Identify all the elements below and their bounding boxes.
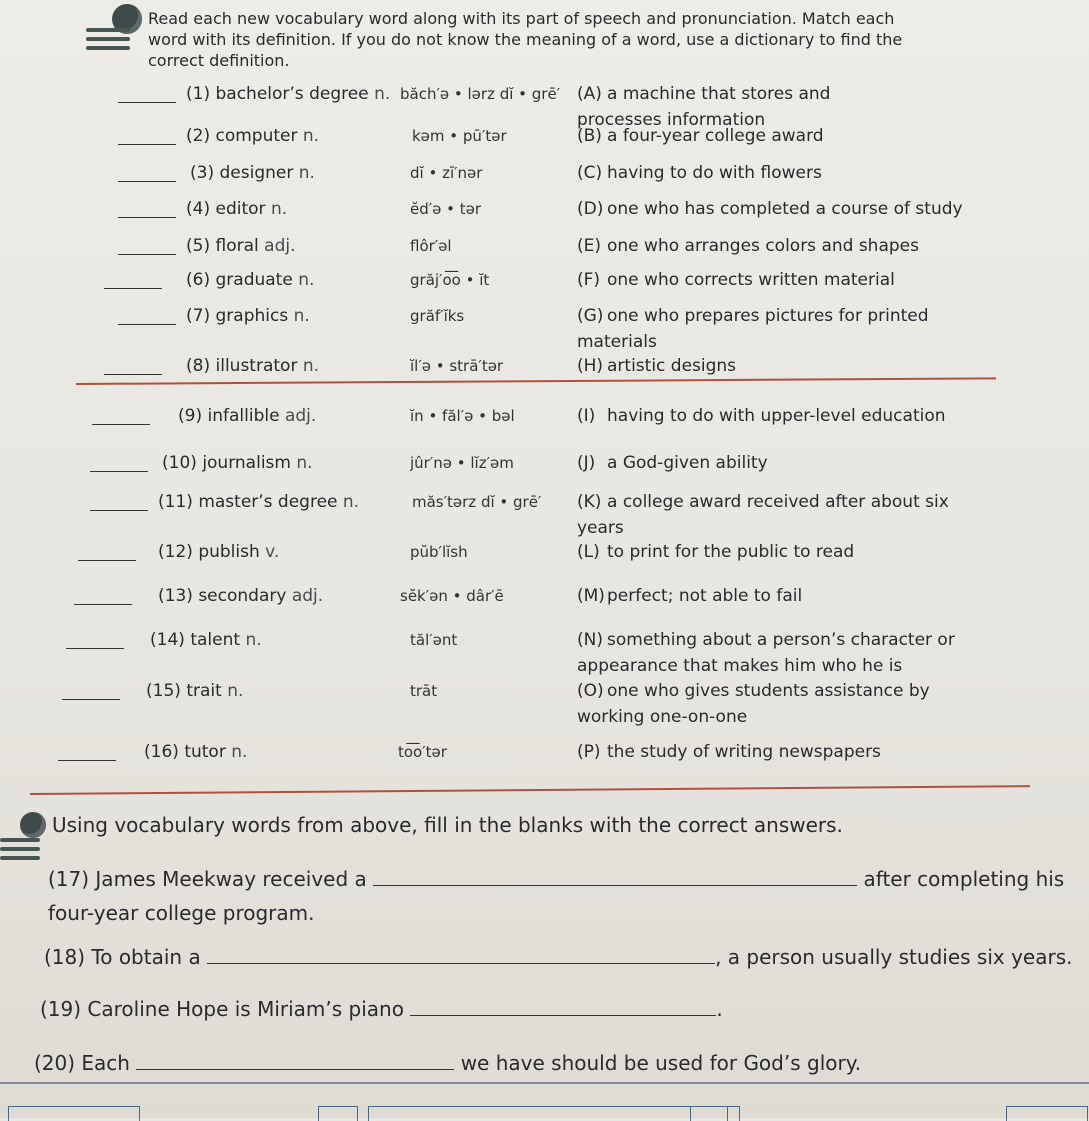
answer-blank-9[interactable] <box>92 424 150 425</box>
answer-blank-5[interactable] <box>118 254 176 255</box>
answer-blank-6[interactable] <box>104 288 162 289</box>
pronunciation-3: dĭ • zī′nər <box>410 164 483 182</box>
pronunciation-15: trāt <box>410 682 438 700</box>
definition-12: (L) to print for the public to read <box>577 542 855 562</box>
bottom-line <box>0 1082 1089 1084</box>
pronunciation-1: băch′ə • lərz dĭ • grē′ <box>400 85 561 103</box>
answer-blank-4[interactable] <box>118 217 176 218</box>
pronunciation-12: pŭb′lĭsh <box>410 543 468 561</box>
answer-blank-1[interactable] <box>118 102 176 103</box>
section2-bullet-icon <box>20 812 46 838</box>
definition-15: (O) one who gives students assistance by working one-on-one <box>577 681 930 727</box>
answer-blank-16[interactable] <box>58 760 116 761</box>
definition-16: (P) the study of writing newspapers <box>577 742 881 762</box>
definition-14: (N) something about a person’s character or appearance that makes him who he is <box>577 630 955 676</box>
definition-5: (E) one who arranges colors and shapes <box>577 236 919 256</box>
vocab-term-6: (6) graduate n. <box>186 270 315 290</box>
pronunciation-5: flôr′əl <box>410 237 452 255</box>
pronunciation-14: tăl′ənt <box>410 631 458 649</box>
stripes-decoration-icon <box>86 28 130 55</box>
vocab-term-12: (12) publish v. <box>158 542 280 562</box>
answer-19-input[interactable] <box>410 995 716 1016</box>
pronunciation-4: ĕd′ə • tər <box>410 200 482 218</box>
pronunciation-2: kəm • pū′tər <box>412 127 507 145</box>
section2-heading: Using vocabulary words from above, fill in the blanks with the correct answers. <box>52 813 843 837</box>
divider-line-2 <box>30 785 1030 795</box>
vocab-term-4: (4) editor n. <box>186 199 288 219</box>
pronunciation-6: grăj′o͞o • ĭt <box>410 271 490 289</box>
answer-blank-11[interactable] <box>90 510 148 511</box>
bottom-boxes <box>0 1100 1089 1118</box>
vocab-term-10: (10) journalism n. <box>162 453 313 473</box>
answer-blank-3[interactable] <box>118 181 176 182</box>
vocab-term-3: (3) designer n. <box>190 163 315 183</box>
question-18: (18) To obtain a , a person usually studies six years. <box>44 945 1073 969</box>
answer-blank-13[interactable] <box>74 604 132 605</box>
pronunciation-16: to͞o′tər <box>398 743 447 761</box>
divider-line-1 <box>76 377 996 385</box>
question-19: (19) Caroline Hope is Miriam’s piano . <box>40 997 723 1021</box>
definition-3: (C) having to do with flowers <box>577 163 822 183</box>
definition-8: (H) artistic designs <box>577 356 737 376</box>
answer-blank-15[interactable] <box>62 699 120 700</box>
pronunciation-8: ĭl′ə • strā′tər <box>410 357 504 375</box>
vocab-term-1: (1) bachelor’s degree n. <box>186 84 391 104</box>
pronunciation-13: sĕk′ən • dâr′ē <box>400 587 504 605</box>
vocab-term-14: (14) talent n. <box>150 630 262 650</box>
answer-blank-12[interactable] <box>78 560 136 561</box>
definition-11: (K) a college award received after about six years <box>577 492 949 538</box>
vocab-term-15: (15) trait n. <box>146 681 244 701</box>
section2-stripes-icon <box>0 838 40 865</box>
definition-10: (J) a God-given ability <box>577 453 768 473</box>
vocab-term-11: (11) master’s degree n. <box>158 492 360 512</box>
definition-7: (G) one who prepares pictures for printed materials <box>577 306 929 352</box>
answer-blank-10[interactable] <box>90 471 148 472</box>
answer-blank-14[interactable] <box>66 648 124 649</box>
answer-blank-8[interactable] <box>104 374 162 375</box>
definition-4: (D) one who has completed a course of study <box>577 199 963 219</box>
pronunciation-7: grăf′ĭks <box>410 307 465 325</box>
vocab-term-5: (5) floral adj. <box>186 236 296 256</box>
vocab-term-9: (9) infallible adj. <box>178 406 317 426</box>
vocab-term-13: (13) secondary adj. <box>158 586 324 606</box>
vocab-term-8: (8) illustrator n. <box>186 356 320 376</box>
definition-9: (I) having to do with upper-level education <box>577 406 946 426</box>
answer-18-input[interactable] <box>207 943 715 964</box>
question-17: (17) James Meekway received a after completing his four-year college program. <box>48 867 1065 925</box>
pronunciation-9: ĭn • făl′ə • bəl <box>410 407 515 425</box>
vocab-term-16: (16) tutor n. <box>144 742 248 762</box>
definition-2: (B) a four-year college award <box>577 126 824 146</box>
pronunciation-11: măs′tərz dĭ • grē′ <box>412 493 542 511</box>
vocab-term-7: (7) graphics n. <box>186 306 310 326</box>
answer-17-input[interactable] <box>373 865 857 886</box>
definition-1: (A) a machine that stores and processes information <box>577 84 831 130</box>
instructions-text: Read each new vocabulary word along with its part of speech and pronunciation. Match each word with its definition. If you do not know the meaning of a word, use a dictionary to find the correct definition. <box>148 9 903 70</box>
question-20: (20) Each we have should be used for God’s glory. <box>34 1051 862 1075</box>
answer-20-input[interactable] <box>136 1049 454 1070</box>
definition-13: (M) perfect; not able to fail <box>577 586 803 606</box>
answer-blank-2[interactable] <box>118 144 176 145</box>
definition-6: (F) one who corrects written material <box>577 270 895 290</box>
answer-blank-7[interactable] <box>118 324 176 325</box>
vocab-term-2: (2) computer n. <box>186 126 320 146</box>
pronunciation-10: jûr′nə • lĭz′əm <box>410 454 514 472</box>
